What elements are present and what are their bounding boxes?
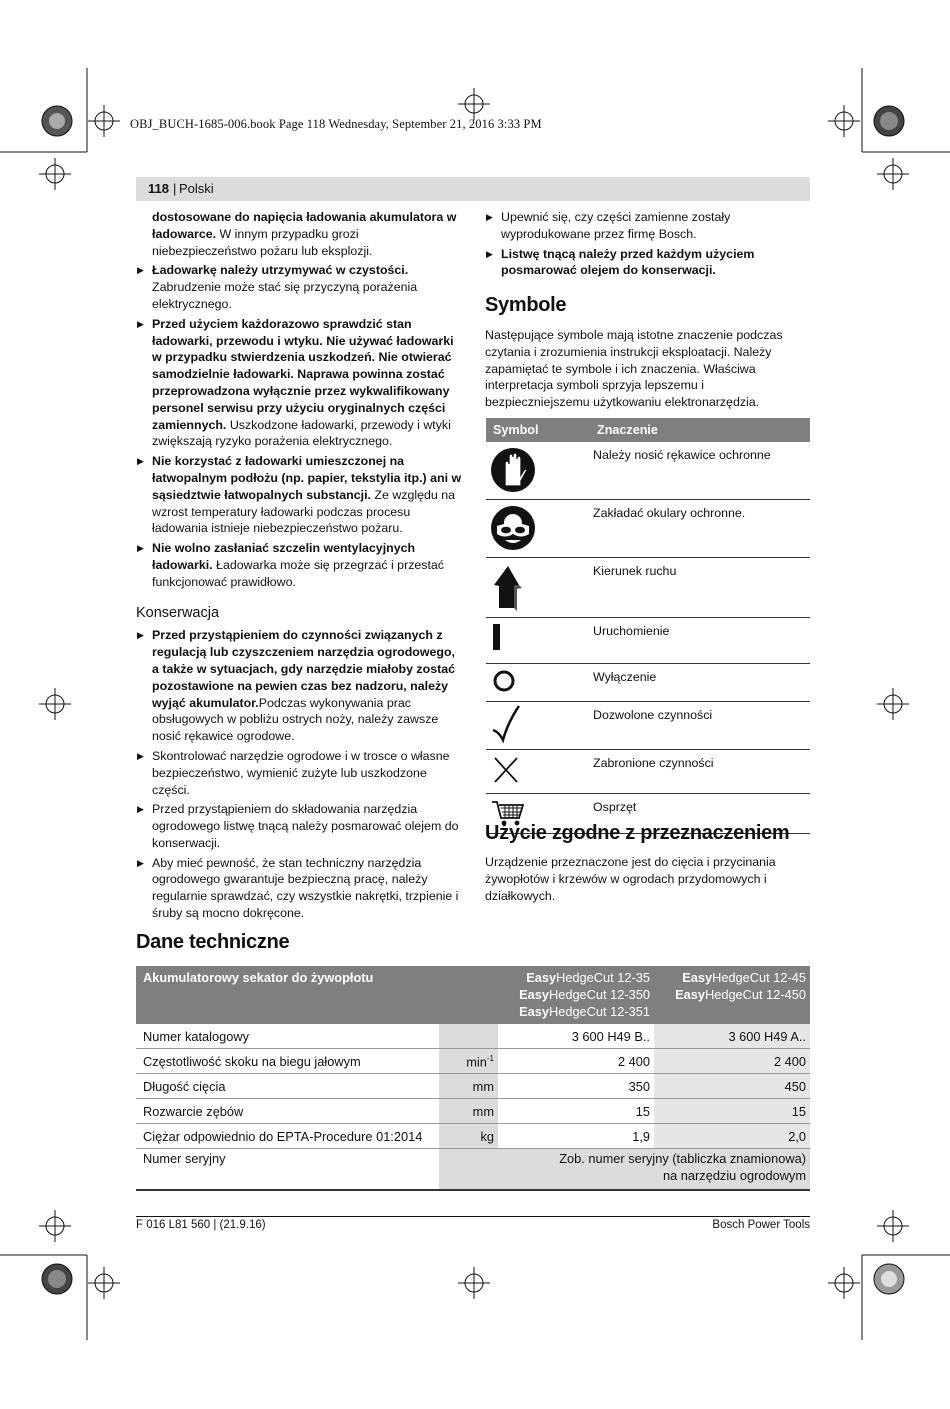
serial-value: Zob. numer seryjny (tabliczka znamionowa) na narzędziu ogrodowym [439, 1149, 810, 1190]
symbol-table [486, 418, 810, 834]
bullet-triangle-icon: ▶ [486, 212, 493, 222]
symbol-meaning: Dozwolone czynności [593, 702, 810, 750]
intro-paragraph [136, 209, 462, 259]
bullet-triangle-icon: ▶ [137, 318, 144, 329]
model-column-1: EasyHedgeCut 12-35 EasyHedgeCut 12-350 EasyHedgeCut 12-351 [498, 966, 654, 1024]
symbol-meaning: Wyłączenie [593, 664, 810, 702]
row-label: Ciężar odpowiednio do EPTA-Procedure 01:2014 [136, 1124, 439, 1149]
power-on-icon [486, 618, 546, 660]
right-column [485, 209, 811, 282]
symbol-meaning: Uruchomienie [593, 618, 810, 664]
table-row [136, 1149, 810, 1190]
table-row [486, 618, 810, 664]
intro-bold: dostosowane do napięcia ładowania akumulatora w ładowarce. [152, 210, 457, 241]
bullet-triangle-icon: ▶ [137, 804, 144, 815]
row-unit: kg [439, 1124, 498, 1149]
usage-text: Urządzenie przeznaczone jest do cięcia i przycinania żywopłotów i krzewów w ogrodach przydomowych i działkowych. [485, 855, 776, 903]
print-header: OBJ_BUCH-1685-006.book Page 118 Wednesday, September 21, 2016 3:33 PM [130, 117, 542, 131]
row-value-1: 350 [498, 1074, 654, 1099]
item-text: Podczas wykonywania prac obsługowych w pobliżu ostrych noży, należy zawsze nosić rękawice ogrodowe. [152, 695, 439, 744]
item-text: Ładowarka może się przegrzać i przestać funkcjonować prawidłowo. [152, 557, 445, 589]
row-label: Numer seryjny [136, 1149, 439, 1190]
row-label: Długość cięcia [136, 1074, 439, 1099]
table-row [486, 442, 810, 500]
row-value-2: 2,0 [654, 1124, 810, 1149]
bullet-triangle-icon: ▶ [137, 265, 144, 276]
table-row [486, 558, 810, 618]
list-item [136, 855, 462, 922]
table-row [486, 664, 810, 702]
item-text: Skontrolować narzędzie ogrodowe i w trosce o własne bezpieczeństwo, wymienić zużyte lub uszkodzone części. [152, 748, 450, 797]
table-row [486, 750, 810, 794]
list-item [136, 748, 462, 798]
meaning-column-header: Znaczenie [593, 418, 810, 442]
row-value-2: 3 600 H49 A.. [654, 1024, 810, 1049]
item-text: Upewnić się, czy części zamienne zostały wyprodukowane przez firmę Bosch. [501, 210, 731, 241]
item-text: Zabrudzenie może stać się przyczyną porażenia elektrycznego. [152, 280, 418, 311]
cross-icon [486, 750, 546, 790]
list-item [136, 262, 462, 312]
row-value-1: 3 600 H49 B.. [498, 1024, 654, 1049]
row-value-1: 2 400 [498, 1049, 654, 1074]
item-text: Aby mieć pewność, że stan techniczny narzędzia ogrodowego gwarantuje bezpieczną pracę, należy regularnie sprawdzać, czy wszystkie nakrętki, trzpienie i śruby są mocno dokręcone. [152, 855, 459, 921]
bullet-triangle-icon: ▶ [137, 857, 144, 868]
item-bold: Listwę tnącą należy przed każdym użyciem posmarować olejem do konserwacji. [501, 246, 755, 278]
list-item [136, 627, 462, 745]
item-bold: Nie korzystać z ładowarki umieszczonej na łatwopalnym podłożu (np. papier, tekstylia itp.) ani w sąsiedztwie łatwopalnych substancji. [152, 454, 462, 502]
model-column-2: EasyHedgeCut 12-45 EasyHedgeCut 12-450 [654, 966, 810, 1024]
table-row [136, 1124, 810, 1149]
item-bold: Przed przystąpieniem do czynności związanych z regulacją lub czyszczeniem narzędzia ogrodowego, a także w sytuacjach, gdy narzędzie miałoby zostać pozostawione na pewien czas bez nadzoru, należy wyjąć akumulator. [152, 628, 455, 710]
symbol-meaning: Należy nosić rękawice ochronne [593, 442, 810, 500]
row-label: Częstotliwość skoku na biegu jałowym [136, 1049, 439, 1074]
page-separator: | [173, 181, 177, 196]
bullet-triangle-icon: ▶ [137, 630, 144, 641]
item-text: Ze względu na wzrost temperatury ładowarki podczas procesu ładowania istnieje niebezpieczeństwo pożaru. [152, 487, 455, 536]
row-label: Numer katalogowy [136, 1024, 439, 1049]
konserwacja-heading: Konserwacja [136, 604, 220, 621]
direction-arrow-icon [486, 558, 546, 614]
page-number: 118 [148, 181, 169, 196]
list-item [485, 209, 811, 243]
symbole-intro: Następujące symbole mają istotne znaczenie podczas czytania i zrozumienia instrukcji eksploatacji. Należy zapamiętać te symbole i ich znaczenia. Właściwa interpretacja symboli sprzyja lepszemu i bezpieczniejszemu użytkowaniu elektronarzędzia. [485, 328, 783, 410]
table-row [136, 1074, 810, 1099]
bullet-triangle-icon: ▶ [486, 248, 493, 259]
check-icon [486, 702, 546, 746]
item-bold: Nie wolno zasłaniać szczelin wentylacyjnych ładowarki. [152, 541, 416, 572]
page-header-bar [136, 177, 810, 201]
tech-heading: Dane techniczne [136, 931, 290, 953]
product-name: Akumulatorowy sekator do żywopłotu [136, 966, 498, 1024]
row-unit: mm [439, 1099, 498, 1124]
list-item [136, 453, 462, 537]
row-unit: $\min^{-1}$ [439, 1049, 498, 1074]
symbole-heading: Symbole [485, 294, 567, 316]
symbol-meaning: Kierunek ruchu [593, 558, 810, 618]
row-value-1: 15 [498, 1099, 654, 1124]
item-bold: Przed użyciem każdorazowo sprawdzić stan ładowarki, przewodu i wtyku. Nie używać ładowarki w przypadku stwierdzenia uszkodzeń. Nie otwierać samodzielnie ładowarki. Naprawa powinna zostać przeprowadzona wyłącznie przez wykwalifikowany personel serwisu przy użyciu oryginalnych części zamiennych. [152, 316, 454, 432]
item-bold: Ładowarkę należy utrzymywać w czystości. [152, 263, 409, 278]
symbol-meaning: Osprzęt [593, 794, 810, 834]
row-unit [439, 1024, 498, 1049]
table-row [486, 500, 810, 558]
list-item [136, 316, 462, 450]
item-text: Przed przystąpieniem do składowania narzędzia ogrodowego listwę tnącą należy posmarować olejem do konserwacji. [152, 802, 459, 850]
table-row [136, 1049, 810, 1074]
intro-text: W innym przypadku grozi niebezpieczeństwo pożaru lub eksplozji. [152, 226, 373, 258]
row-value-2: 15 [654, 1099, 810, 1124]
list-item [485, 246, 811, 280]
bullet-triangle-icon: ▶ [137, 750, 144, 761]
table-row [136, 1024, 810, 1049]
power-off-icon [486, 664, 546, 698]
footer-brand: Bosch Power Tools [712, 1219, 810, 1231]
footer-doc-id: F 016 L81 560 | (21.9.16) [136, 1219, 266, 1231]
page-language: Polski [179, 181, 214, 196]
gloves-icon [486, 442, 546, 496]
table-row [136, 1099, 810, 1124]
list-item [136, 540, 462, 590]
tech-table [136, 966, 810, 1191]
row-label: Rozwarcie zębów [136, 1099, 439, 1124]
usage-heading: Użycie zgodne z przeznaczeniem [485, 822, 790, 844]
symbol-meaning: Zabronione czynności [593, 750, 810, 794]
footer-rule [136, 1216, 810, 1217]
row-unit: mm [439, 1074, 498, 1099]
bullet-triangle-icon: ▶ [137, 456, 144, 467]
left-column [136, 209, 462, 925]
symbol-meaning: Zakładać okulary ochronne. [593, 500, 810, 558]
row-value-2: 2 400 [654, 1049, 810, 1074]
bullet-triangle-icon: ▶ [137, 543, 144, 554]
symbol-column-header: Symbol [486, 418, 593, 442]
goggles-icon [486, 500, 546, 554]
item-text: Uszkodzone ładowarki, przewody i wtyki zwiększają ryzyko porażenia elektrycznego. [152, 417, 451, 449]
row-value-1: 1,9 [498, 1124, 654, 1149]
table-row [486, 702, 810, 750]
row-value-2: 450 [654, 1074, 810, 1099]
list-item [136, 801, 462, 851]
